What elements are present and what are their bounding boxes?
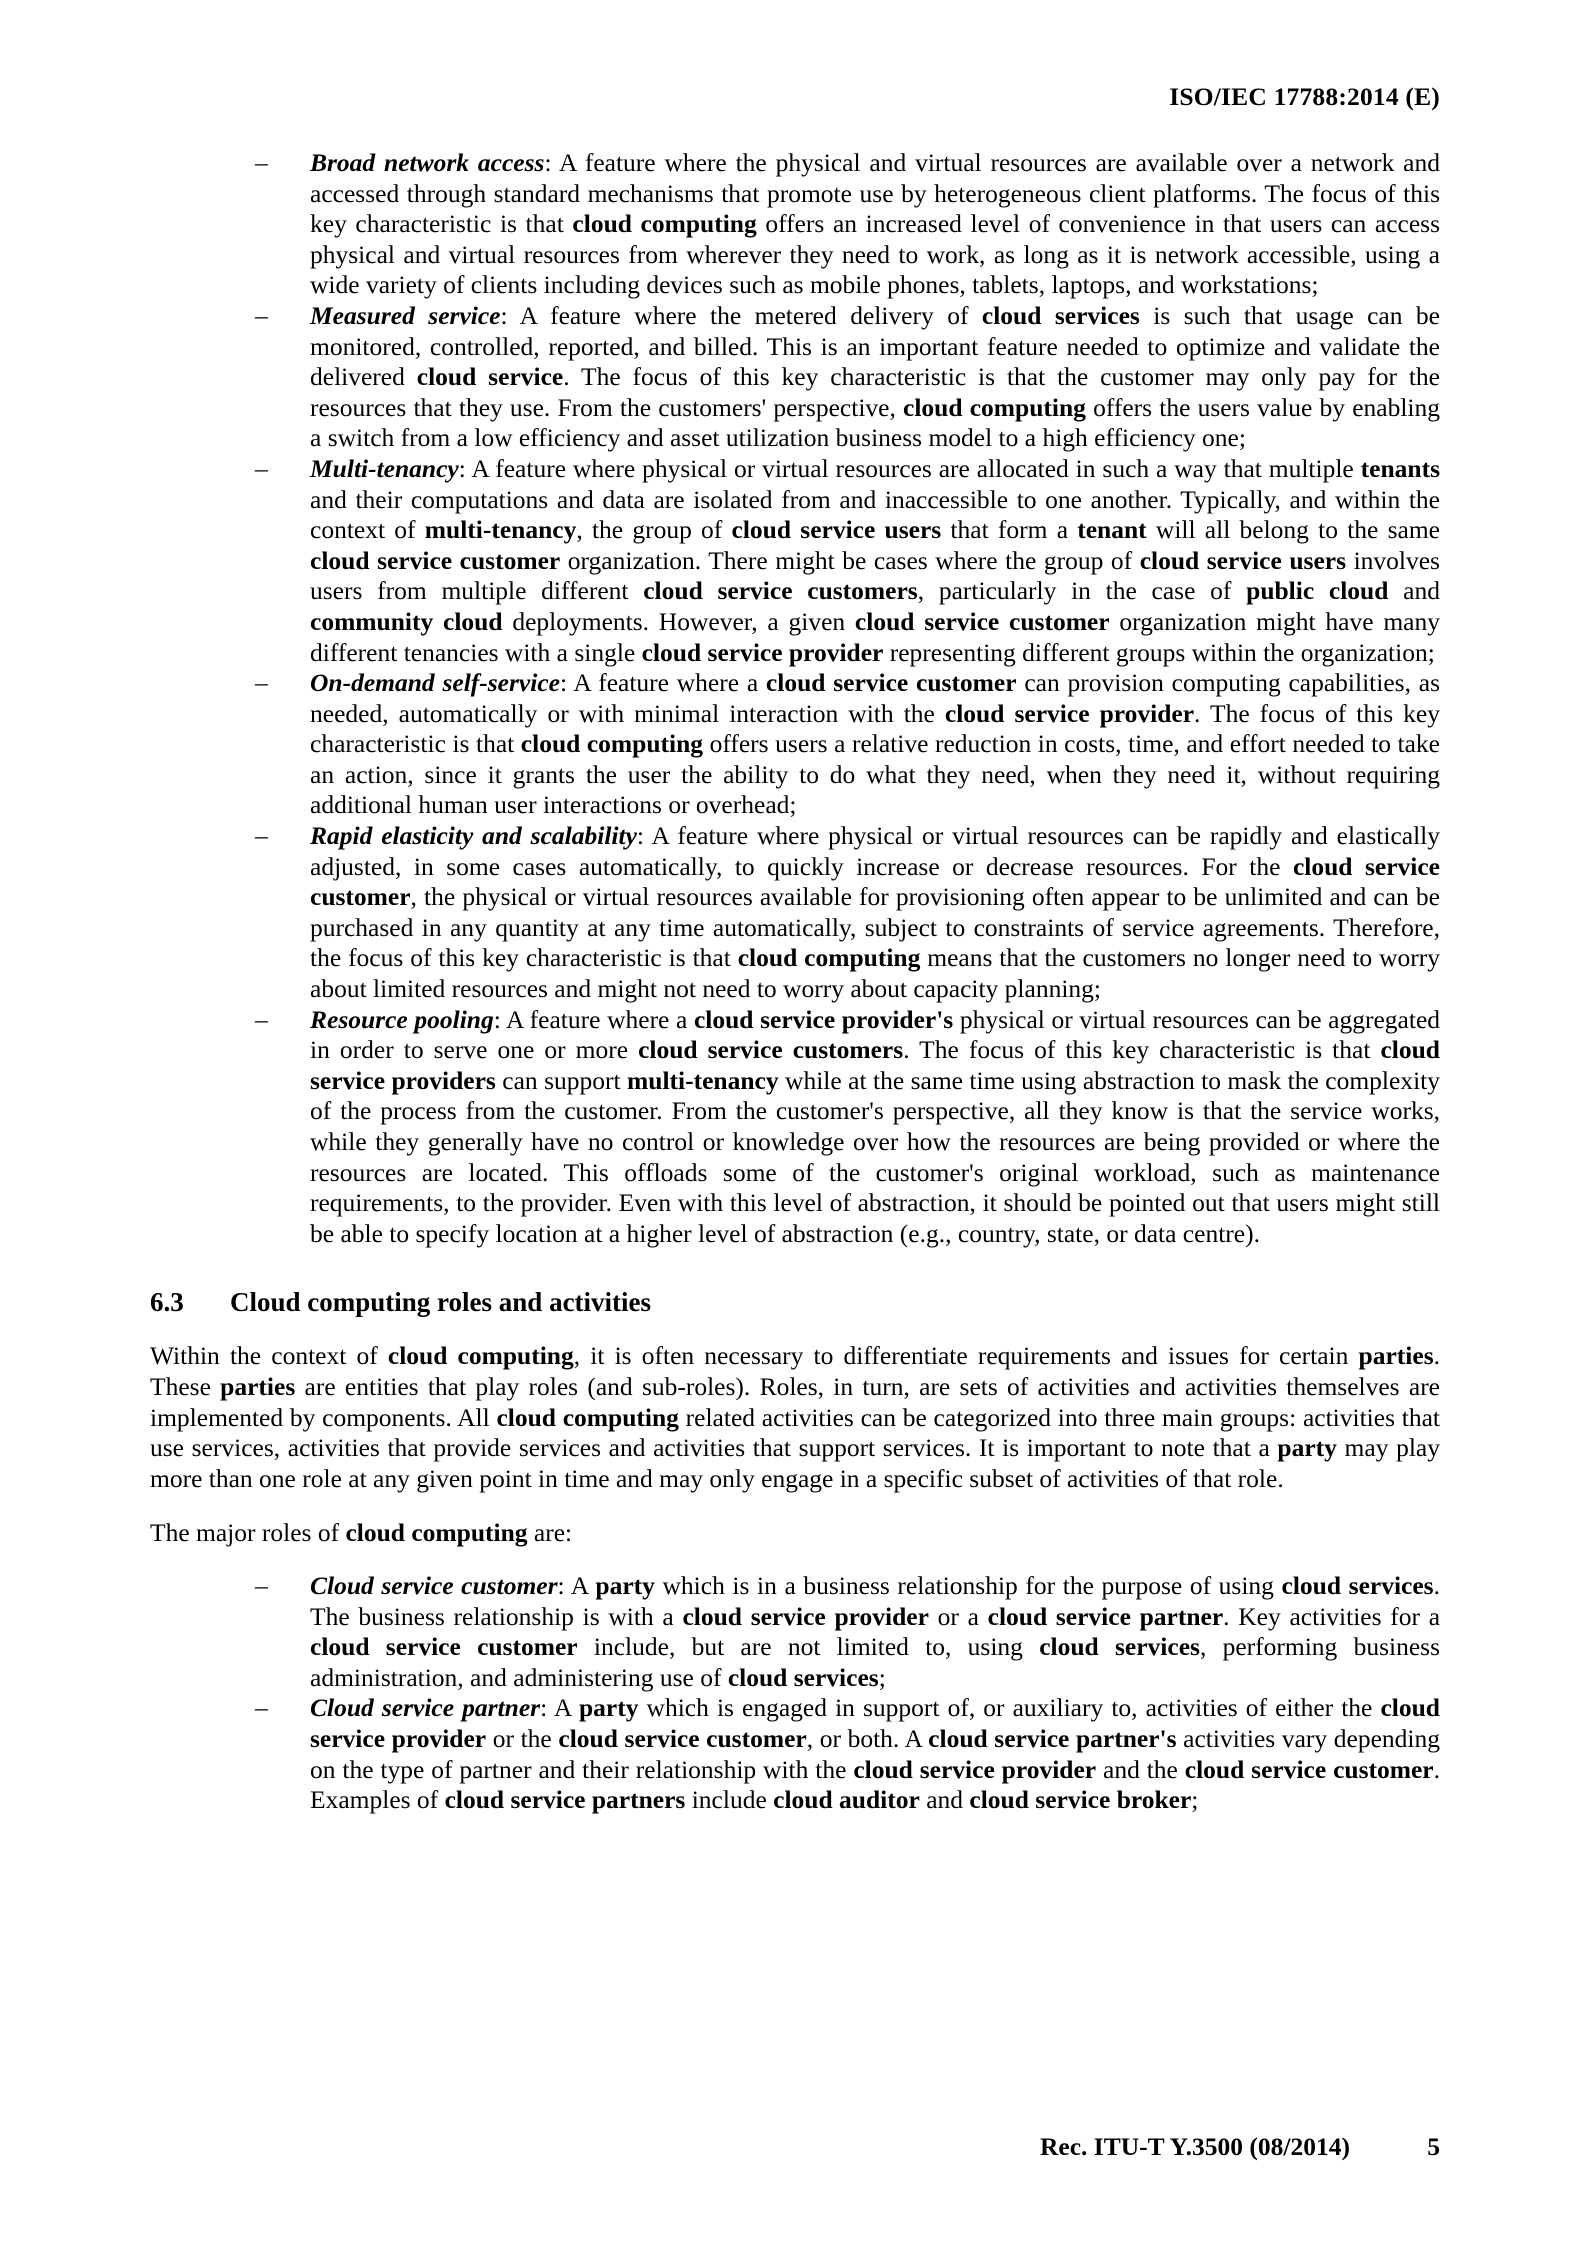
- run-in-term: Cloud service partner: [310, 1693, 541, 1723]
- clause-number: 6.3: [150, 1287, 184, 1318]
- role-text: Cloud service partner: A party which is engaged in support of, or auxiliary to, activities of either the cloud service provider or the cloud service customer, or both. A cloud service partner's activities vary depending on the type of partner and their relationship with the cloud service provider and the cloud service customer. Examples of cloud service partners include cloud auditor and cloud service broker;: [310, 1693, 1441, 1815]
- run-in-term: Resource pooling: [310, 1004, 494, 1034]
- page-footer: [150, 2132, 1440, 2162]
- list-item: [150, 1571, 1440, 1693]
- run-in-term: Cloud service customer: [310, 1570, 558, 1600]
- dash-bullet-icon: –: [255, 148, 268, 177]
- dash-bullet-icon: –: [255, 1570, 268, 1600]
- roles-lead-in: The major roles of cloud computing are:: [150, 1518, 573, 1548]
- run-in-term: Multi-tenancy: [310, 453, 459, 483]
- list-item: [150, 1005, 1440, 1250]
- key-characteristic-text: Measured service: A feature where the metered delivery of cloud services is such that usage can be monitored, controlled, reported, and billed. This is an important feature needed to optimize and validate the delivered cloud service. The focus of this key characteristic is that the customer may only pay for the resources that they use. From the customers' perspective, cloud computing offers the users value by enabling a switch from a low efficiency and asset utilization business model to a high efficiency one;: [310, 300, 1441, 453]
- page-number: 5: [1427, 2132, 1440, 2161]
- dash-bullet-icon: –: [255, 668, 268, 698]
- running-head: ISO/IEC 17788:2014 (E): [1169, 82, 1440, 111]
- list-item: [150, 821, 1440, 1005]
- dash-bullet-icon: –: [255, 1004, 268, 1034]
- dash-bullet-icon: –: [255, 1693, 268, 1723]
- key-characteristic-text: Rapid elasticity and scalability: A feature where physical or virtual resources can be rapidly and elastically adjusted, in some cases automatically, to quickly increase or decrease resources. For the cloud service customer, the physical or virtual resources available for provisioning often appear to be unlimited and can be purchased in any quantity at any time automatically, subject to constraints of service agreements. Therefore, the focus of this key characteristic is that cloud computing means that the customers no longer need to worry about limited resources and might not need to worry about capacity planning;: [310, 821, 1441, 1004]
- list-item: [150, 1693, 1440, 1815]
- run-in-term: Broad network access: [310, 148, 545, 177]
- clause-title: Cloud computing roles and activities: [230, 1287, 652, 1318]
- key-characteristic-text: Multi-tenancy: A feature where physical or virtual resources are allocated in such a way that multiple tenants and their computations and data are isolated from and inaccessible to one another. Typically, and within the context of multi-tenancy, the group of cloud service users that form a tenant will all belong to the same cloud service customer organization. There might be cases where the group of cloud service users involves users from multiple different cloud service customers, particularly in the case of public cloud and community cloud deployments. However, a given cloud service customer organization might have many different tenancies with a single cloud service provider representing different groups within the organization;: [310, 453, 1440, 667]
- page-content: [150, 148, 1440, 1816]
- list-item: [150, 301, 1440, 454]
- list-item: [150, 668, 1440, 821]
- clause-intro-paragraph: Within the context of cloud computing, it is often necessary to differentiate requirements and issues for certain parties. These parties are entities that play roles (and sub-roles). Roles, in turn, are sets of activities and activities themselves are implemented by components. All cloud computing related activities can be categorized into three main groups: activities that use services, activities that provide services and activities that support services. It is important to note that a party may play more than one role at any given point in time and may only engage in a specific subset of activities of that role.: [150, 1341, 1441, 1493]
- key-characteristics-list: [150, 148, 1440, 1249]
- dash-bullet-icon: –: [255, 821, 268, 851]
- dash-bullet-icon: –: [255, 453, 268, 483]
- clause-heading-6-3: [150, 1285, 1440, 1319]
- list-item: [150, 148, 1440, 301]
- run-in-term: Measured service: [310, 300, 501, 330]
- dash-bullet-icon: –: [255, 300, 268, 330]
- key-characteristic-text: Broad network access: A feature where the physical and virtual resources are available over a network and accessed through standard mechanisms that promote use by heterogeneous client platforms. The focus of this key characteristic is that cloud computing offers an increased level of convenience in that users can access physical and virtual resources from wherever they need to work, as long as it is network accessible, using a wide variety of clients including devices such as mobile phones, tablets, laptops, and workstations;: [310, 148, 1441, 300]
- roles-list: [150, 1571, 1440, 1816]
- list-item: [150, 454, 1440, 668]
- run-in-term: Rapid elasticity and scalability: [310, 821, 637, 851]
- key-characteristic-text: On-demand self-service: A feature where a cloud service customer can provision computing capabilities, as needed, automatically or with minimal interaction with the cloud service provider. The focus of this key characteristic is that cloud computing offers users a relative reduction in costs, time, and effort needed to take an action, since it grants the user the ability to do what they need, when they need it, without requiring additional human user interactions or overhead;: [310, 668, 1441, 820]
- footer-recommendation: Rec. ITU-T Y.3500 (08/2014): [1039, 2132, 1350, 2161]
- run-in-term: On-demand self-service: [310, 668, 560, 698]
- role-text: Cloud service customer: A party which is in a business relationship for the purpose of using cloud services. The business relationship is with a cloud service provider or a cloud service partner. Key activities for a cloud service customer include, but are not limited to, using cloud services, performing business administration, and administering use of cloud services;: [310, 1570, 1441, 1692]
- key-characteristic-text: Resource pooling: A feature where a cloud service provider's physical or virtual resources can be aggregated in order to serve one or more cloud service customers. The focus of this key characteristic is that cloud service providers can support multi-tenancy while at the same time using abstraction to mask the complexity of the process from the customer. From the customer's perspective, all they know is that the service works, while they generally have no control or knowledge over how the resources are being provided or where the resources are located. This offloads some of the customer's original workload, such as maintenance requirements, to the provider. Even with this level of abstraction, it should be pointed out that users might still be able to specify location at a higher level of abstraction (e.g., country, state, or data centre).: [310, 1004, 1441, 1248]
